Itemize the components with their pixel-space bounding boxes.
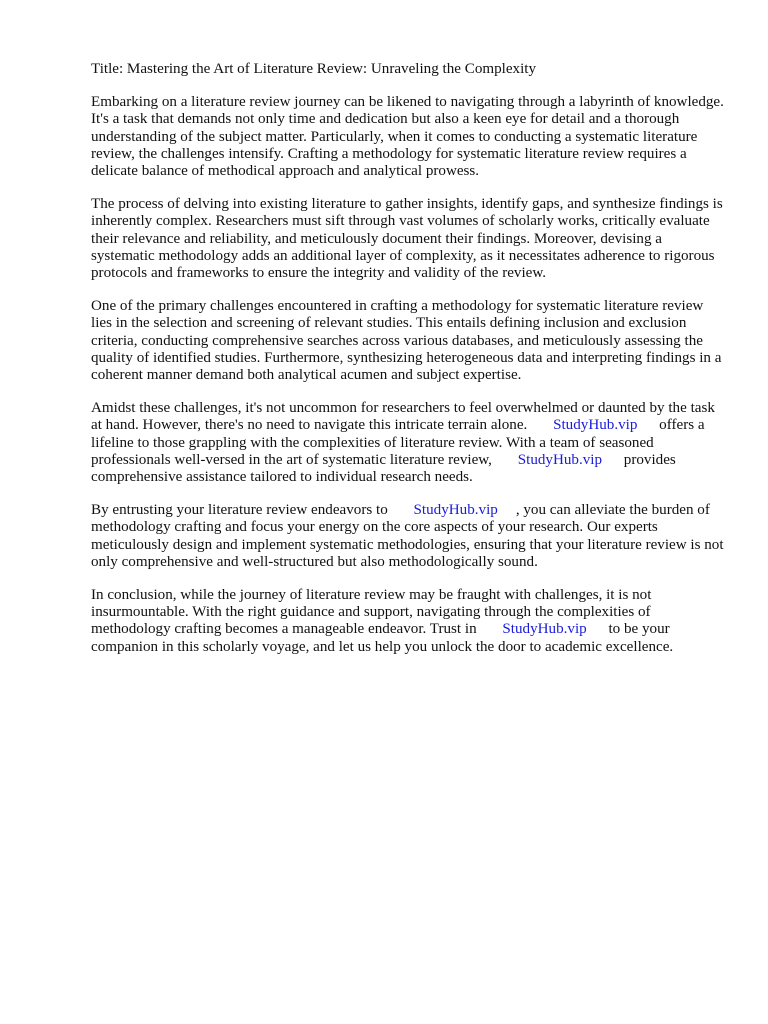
paragraph-entrusting-text-a: By entrusting your literature review endeavors to <box>91 502 392 519</box>
studyhub-link-2[interactable]: StudyHub.vip <box>517 451 603 468</box>
paragraph-process: The process of delving into existing literature to gather insights, identify gaps, and synthesize findings is inherently complex. Researchers must sift through vast volumes of scholarly works, critically evaluate their relevance and reliability, and meticulously document their findings. Moreover, devising a systematic methodology adds an additional layer of complexity, as it necessitates adherence to rigorous protocols and frameworks to ensure the integrity and validity of the review. <box>91 196 723 282</box>
paragraph-conclusion-text-a: In conclusion, while the journey of literature review may be fraught with challenges, it is not insurmountable. With the right guidance and support, navigating through the complexities of methodology crafting becomes a manageable endeavor. Trust in <box>91 587 652 638</box>
paragraph-entrusting <box>91 502 728 571</box>
studyhub-link-1[interactable]: StudyHub.vip <box>553 417 638 434</box>
paragraph-intro: Embarking on a literature review journey can be likened to navigating through a labyrinth of knowledge. It's a task that demands not only time and dedication but also a keen eye for detail and a thorough understanding of the subject matter. Particularly, when it comes to conducting a systematic literature review, the challenges intensify. Crafting a methodology for systematic literature review requires a delicate balance of methodical approach and analytical prowess. <box>91 94 724 180</box>
paragraph-entrusting-text-b: , you can alleviate the burden of methodology crafting and focus your energy on the core aspects of your research. Our experts meticulously design and implement systematic methodologies, ensuring that your literature review is not only comprehensive and well-structured but also methodologically sound. <box>91 502 724 570</box>
paragraph-conclusion-text-b: to be your companion in this scholarly voyage, and let us help you unlock the door to academic excellence. <box>91 621 674 655</box>
paragraph-assistance-text-c: provides comprehensive assistance tailored to individual research needs. <box>91 451 676 486</box>
studyhub-link-4[interactable]: StudyHub.vip <box>502 621 587 638</box>
paragraph-challenges: One of the primary challenges encountered in crafting a methodology for systematic literature review lies in the selection and screening of relevant studies. This entails defining inclusion and exclusion criteria, conducting comprehensive searches across various databases, and meticulously assessing the quality of identified studies. Furthermore, synthesizing heterogeneous data and interpreting findings in a coherent manner demand both analytical acumen and subject expertise. <box>91 298 722 384</box>
document-title: Title: Mastering the Art of Literature Review: Unraveling the Complexity <box>91 61 537 77</box>
studyhub-link-3[interactable]: StudyHub.vip <box>413 502 498 519</box>
paragraph-assistance <box>91 400 728 486</box>
paragraph-assistance-text-a: Amidst these challenges, it's not uncommon for researchers to feel overwhelmed or daunted by the task at hand. However, there's no need to navigate this intricate terrain alone. <box>91 400 715 434</box>
paragraph-assistance-text-b: offers a lifeline to those grappling with the complexities of literature review. With a team of seasoned professionals well-versed in the art of systematic literature review, <box>91 417 705 468</box>
paragraph-conclusion <box>91 587 728 656</box>
